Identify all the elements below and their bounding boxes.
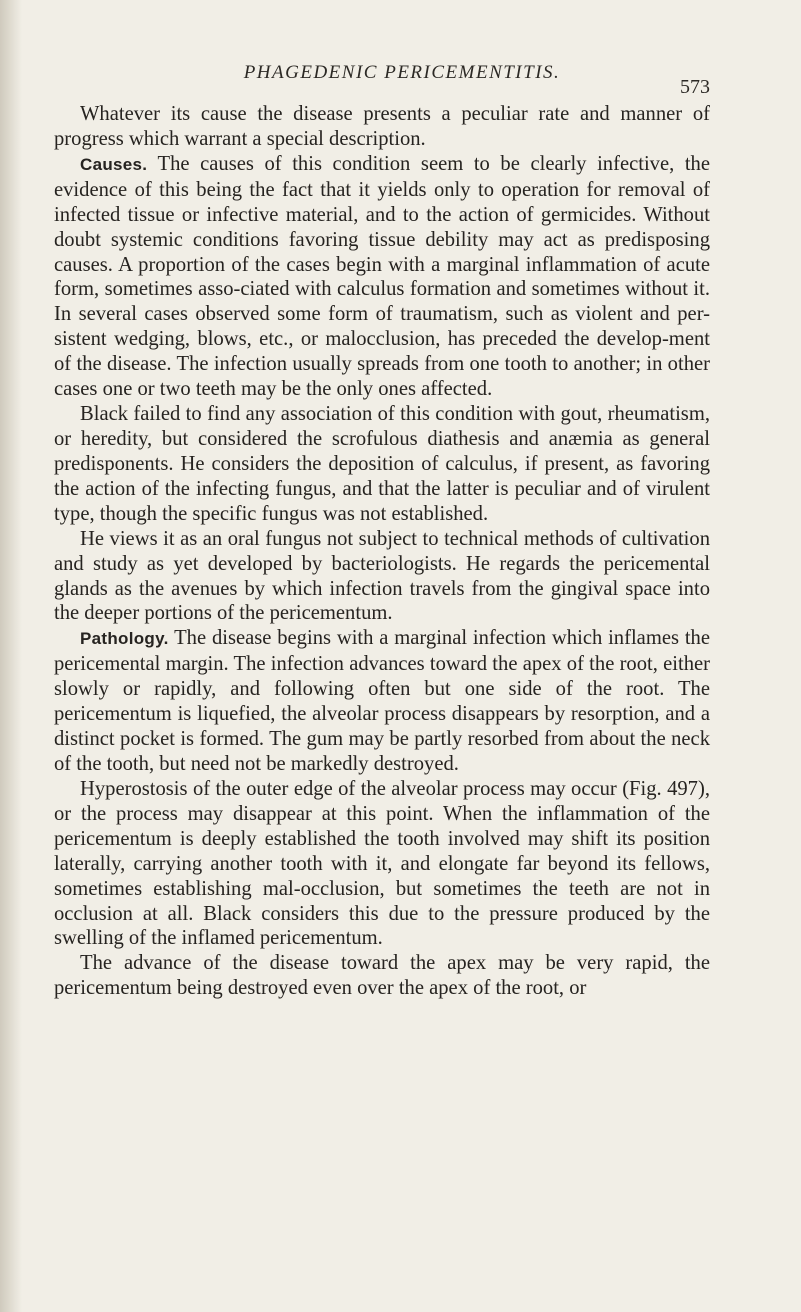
paragraph-text: Whatever its cause the disease presents a peculiar rate and manner of progress which warrant a special description. [54, 103, 710, 150]
paragraph-text: The disease begins with a marginal infection which inflames the pericemental margin. The infection advances toward the apex of the root, either slowly or rapidly, and following often but one side of the root. The pericementum is liquefied, the alveolar process disappears by resorption, and a distinct pocket is formed. The gum may be partly resorbed from about the neck of the tooth, but need not be markedly destroyed. [54, 627, 710, 775]
section-heading-pathology: Pathology. [80, 629, 169, 649]
paragraph-black-findings [54, 402, 710, 527]
page-number: 573 [680, 76, 710, 98]
body-text [54, 102, 710, 1001]
paragraph-text: The causes of this condition seem to be clearly infective, the evidence of this being the fact that it yields only to operation for removal of infected tissue or infective material, and to the action of germicides. Without doubt systemic conditions favoring tissue debility may act as predisposing causes. A proportion of the cases begin with a marginal inflammation of acute form, sometimes asso-ciated with calculus formation and sometimes without it. In several cases observed some form of traumatism, such as violent and per-sistent wedging, blows, etc., or malocclusion, has preceded the develop-ment of the disease. The infection usually spreads from one tooth to another; in other cases one or two teeth may be the only ones affected. [54, 152, 710, 401]
paragraph-apex-advance [54, 951, 710, 1001]
section-heading-causes: Causes. [80, 154, 148, 174]
paragraph-pathology [54, 626, 710, 777]
paragraph-causes [54, 152, 710, 402]
paragraph-hyperostosis [54, 777, 710, 951]
book-page [54, 62, 710, 1001]
paragraph-text: He views it as an oral fungus not subject to technical methods of cultivation and study as yet developed by bacteriologists. He regards the pericemental glands as the avenues by which infection travels from the gingival space into the deeper portions of the pericementum. [54, 527, 710, 625]
paragraph-oral-fungus [54, 527, 710, 627]
paragraph-text: Black failed to find any association of this condition with gout, rheumatism, or heredity, but considered the scrofulous diathesis and anæmia as general predisponents. He considers the deposition of calculus, if present, as favoring the action of the infecting fungus, and that the latter is peculiar and of virulent type, though the specific fungus was not established. [54, 403, 710, 525]
running-title: PHAGEDENIC PERICEMENTITIS. [243, 62, 561, 83]
running-head [54, 62, 710, 102]
paragraph-text: Hyperostosis of the outer edge of the alveolar process may occur (Fig. 497), or the process may disappear at this point. When the inflammation of the pericementum is deeply established the tooth involved may shift its position laterally, carrying another tooth with it, and elongate far beyond its fellows, sometimes establishing mal-occlusion, but sometimes the teeth are not in occlusion at all. Black considers this due to the pressure produced by the swelling of the inflamed pericementum. [54, 777, 710, 950]
paragraph-text: The advance of the disease toward the apex may be very rapid, the pericementum being destroyed even over the apex of the root, or [54, 952, 710, 1000]
page-binding-shadow [0, 0, 22, 1312]
paragraph-intro [54, 102, 710, 152]
